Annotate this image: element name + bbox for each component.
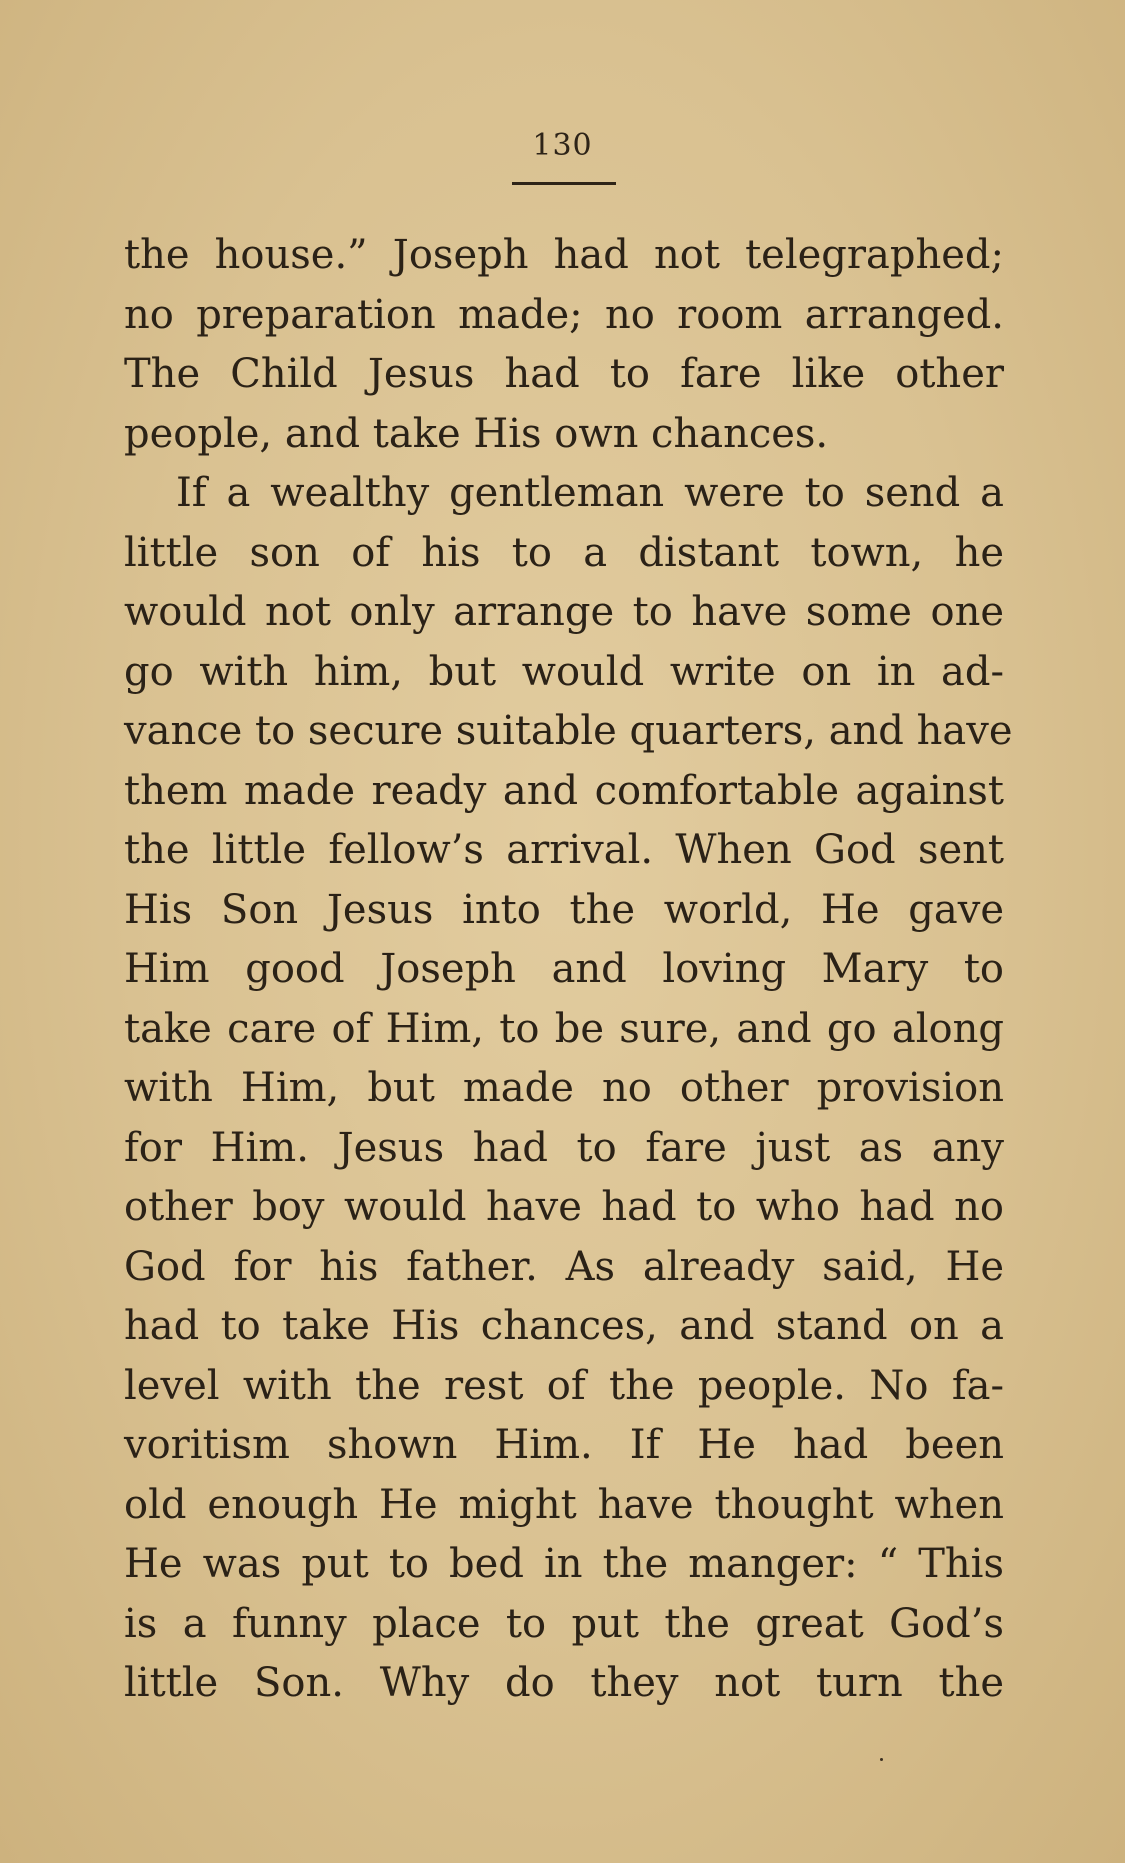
text-line: voritism shown Him. If He had been bbox=[124, 1422, 1004, 1468]
text-line: with Him, but made no other provision bbox=[124, 1065, 1004, 1111]
text-line: old enough He might have thought when bbox=[124, 1481, 1004, 1528]
text-line: no preparation made; no room arranged. bbox=[124, 291, 1004, 338]
text-line: little Son. Why do they not turn the bbox=[124, 1660, 1004, 1706]
text-line: level with the rest of the people. No fa- bbox=[124, 1362, 1004, 1409]
text-line: His Son Jesus into the world, He gave bbox=[124, 886, 1004, 933]
text-line: had to take His chances, and stand on a bbox=[124, 1303, 1004, 1349]
body-text bbox=[124, 226, 1013, 1714]
paragraph bbox=[124, 226, 1004, 464]
paragraph bbox=[124, 464, 1013, 1714]
text-line: the little fellow’s arrival. When God sent bbox=[124, 827, 1004, 873]
text-line: them made ready and comfortable against bbox=[124, 767, 1004, 814]
text-line: God for his father. As already said, He bbox=[124, 1243, 1004, 1290]
text-line: would not only arrange to have some one bbox=[124, 589, 1004, 635]
text-line: go with him, but would write on in ad- bbox=[124, 648, 1004, 695]
text-line: other boy would have had to who had no bbox=[124, 1184, 1004, 1230]
text-line: people, and take His own chances. bbox=[124, 410, 829, 457]
text-line: the house.” Joseph had not telegraphed; bbox=[124, 232, 1004, 278]
text-line: for Him. Jesus had to fare just as any bbox=[124, 1124, 1004, 1171]
text-line: vance to secure suitable quarters, and have bbox=[124, 708, 1013, 754]
text-line: He was put to bed in the manger: “ This bbox=[124, 1541, 1004, 1587]
text-line: Him good Joseph and loving Mary to bbox=[124, 946, 1004, 992]
text-line: little son of his to a distant town, he bbox=[124, 529, 1004, 576]
text-line: take care of Him, to be sure, and go along bbox=[124, 1005, 1004, 1052]
text-line: The Child Jesus had to fare like other bbox=[124, 351, 1004, 397]
page-number: 130 bbox=[532, 128, 593, 163]
text-line: If a wealthy gentleman were to send a bbox=[176, 470, 1004, 516]
text-line: is a funny place to put the great God’s bbox=[124, 1600, 1004, 1647]
paper-speck bbox=[880, 1758, 883, 1761]
page-number-rule bbox=[512, 182, 616, 185]
